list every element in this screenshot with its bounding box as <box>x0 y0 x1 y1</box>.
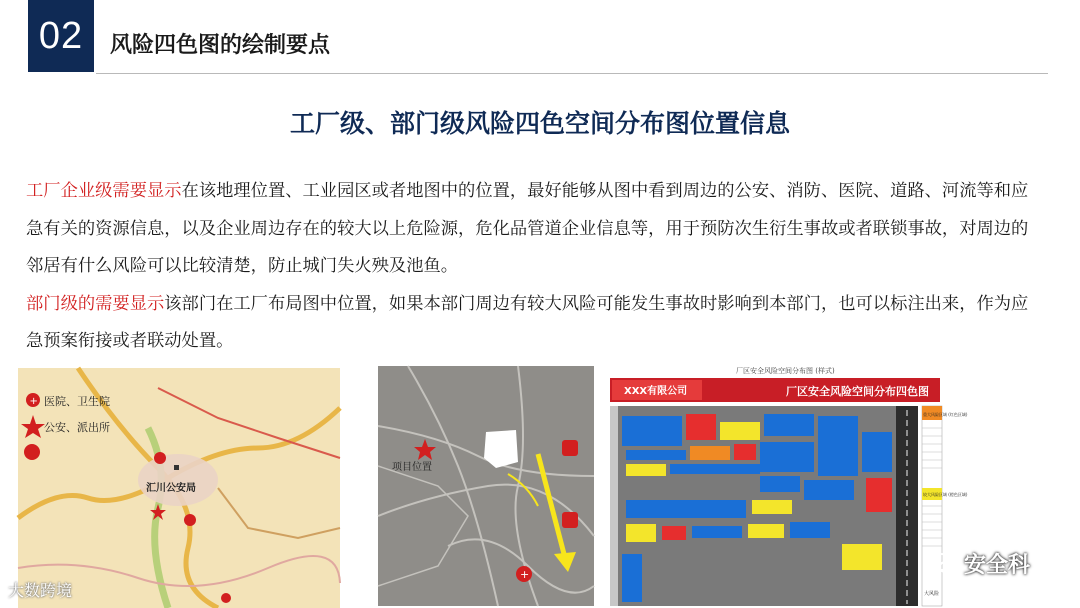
slide-heading: 工厂级、部门级风险四色空间分布图位置信息 <box>289 109 790 138</box>
paragraph-factory <box>26 173 1038 286</box>
svg-text:+: + <box>520 568 530 581</box>
watermark-right-text: 安全科 <box>964 553 1031 578</box>
highlight-department: 部门级的需要显示 <box>26 293 165 314</box>
area-map-image <box>18 368 340 608</box>
legend-high-risk: 重大风险区域 (红色区域) <box>923 412 968 417</box>
risk-map-top-caption: 厂区安全风险空间分布图 (样式) <box>736 367 835 375</box>
legend-police-label: 公安、派出所 <box>44 421 110 434</box>
section-number-badge <box>28 0 94 72</box>
wechat-icon <box>930 552 958 576</box>
body-text <box>26 173 1038 361</box>
paragraph-factory-text: 在该地理位置、工业园区或者地图中的位置，最好能够从图中看到周边的公安、消防、医院、道路、河流等和应急有关的资源信息，以及企业周边存在的较大以上危险源，危化品管道企业信息等，用于预防次生衍生事故或者联锁事故，对周边的邻居有什么风险可以比较清楚，防止城门失火殃及池鱼。 <box>26 181 1029 276</box>
section-title: 风险四色图的绘制要点 <box>110 33 331 58</box>
watermark-right <box>930 548 1030 579</box>
watermark-left-text: 大数跨境 <box>8 581 73 600</box>
paragraph-department <box>26 286 1038 361</box>
legend-foot-label: 大风险 <box>924 591 940 597</box>
header-divider <box>96 73 1048 74</box>
station-label: 汇川公安局 <box>146 483 196 494</box>
factory-risk-map-image <box>606 366 968 606</box>
section-number: 02 <box>38 14 84 57</box>
project-location-label: 项目位置 <box>392 462 432 473</box>
project-location-map-image <box>378 366 594 606</box>
svg-text:+: + <box>29 396 38 407</box>
paragraph-department-text: 该部门在工厂布局图中位置，如果本部门周边有较大风险可能发生事故时影响到本部门，也可以标注出来，作为应急预案衔接或者联动处置。 <box>26 293 1029 351</box>
legend-hospital-label: 医院、卫生院 <box>44 395 110 408</box>
watermark-left <box>8 578 72 601</box>
risk-map-banner-title: 厂区安全风险空间分布四色图 <box>786 385 929 398</box>
risk-map-company-name: XXX有限公司 <box>624 386 688 397</box>
highlight-factory: 工厂企业级需要显示 <box>26 181 182 201</box>
legend-mid-risk: 较大风险区域 (橙色区域) <box>923 492 968 497</box>
